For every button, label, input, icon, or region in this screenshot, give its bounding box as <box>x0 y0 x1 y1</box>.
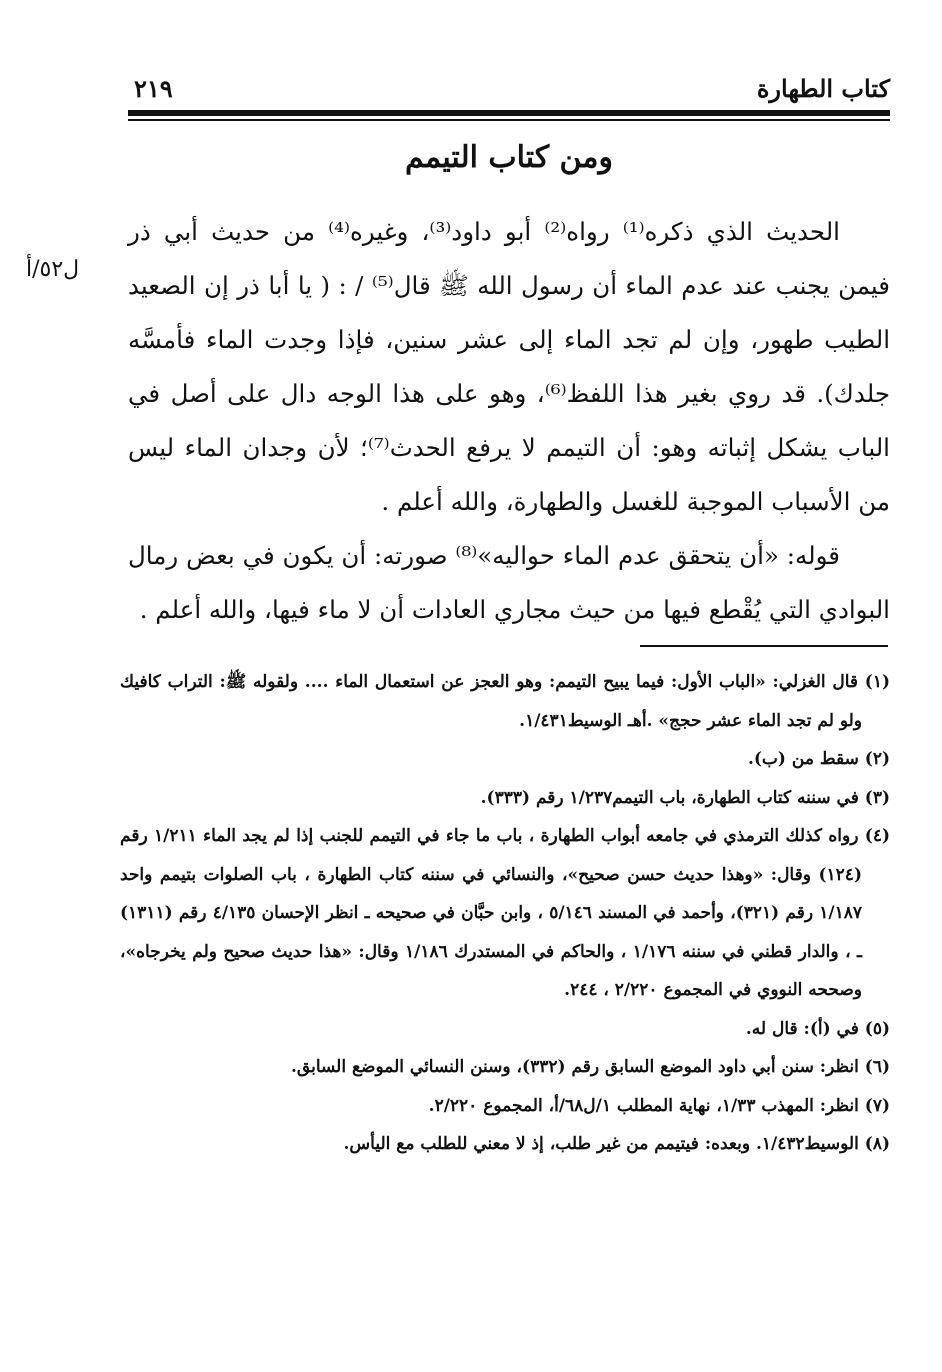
footnote-6: (٦) انظر: سنن أبي داود الموضع السابق رقم (٣٣٢)، وسنن النسائي الموضع السابق. <box>291 1057 890 1077</box>
footnotes <box>120 663 890 1164</box>
footnote-separator <box>640 645 888 647</box>
footnote-1: (١) قال الغزلي: «الباب الأول: فيما يبيح التيمم: وهو العجز عن استعمال الماء .... ولقوله ﷺ: التراب كافيك ولو لم تجد الماء عشر حجج» .أهـ الوسيط١/٤٣١. <box>120 672 890 731</box>
paragraph-hadith: الحديث الذي ذكره⁽¹⁾ رواه⁽²⁾ أبو داود⁽³⁾، وغيره⁽⁴⁾ من حديث أبي ذر فيمن يجنب عند عدم الماء أن رسول الله ﷺ قال⁽⁵⁾ / : ( يا أبا ذر إن الصعيد الطيب طهور، وإن لم تجد الماء إلى عشر سنين، فإذا وجدت الماء فأمسَّه جلدك). قد روي بغير هذا اللفظ⁽⁶⁾، وهو على هذا الوجه دال على أصل في الباب يشكل إثباته وهو: أن التيمم لا يرفع الحدث⁽⁷⁾؛ لأن وجدان الماء ليس من الأسباب الموجبة للغسل والطهارة، والله أعلم . <box>128 217 890 516</box>
footnote-2: (٢) سقط من (ب). <box>747 749 890 769</box>
header-rule-thick <box>128 110 890 116</box>
margin-folio-note: ل٥٢/أ <box>26 257 80 282</box>
section-title: ومن كتاب التيمم <box>405 140 613 175</box>
footnote-5: (٥) في (أ): قال له. <box>745 1018 890 1039</box>
footnote-7: (٧) انظر: المهذب ١/٣٣، نهاية المطلب ١/ل٦٨/أ، المجموع ٢/٢٢٠. <box>428 1095 890 1116</box>
paragraph-qawluhu: قوله: «أن يتحقق عدم الماء حواليه»⁽⁸⁾ صورته: أن يكون في بعض رمال البوادي التي يُقْطع فيها من حيث مجاري العادات أن لا ماء فيها، والله أعلم . <box>128 541 890 624</box>
main-text <box>128 205 890 637</box>
header-rule-thin <box>128 119 890 121</box>
footnote-8: (٨) الوسيط١/٤٣٢. وبعده: فيتيمم من غير طلب، إذ لا معني للطلب مع اليأس. <box>343 1134 890 1154</box>
footnote-3: (٣) في سننه كتاب الطهارة، باب التيمم١/٢٣٧ رقم (٣٣٣). <box>480 787 890 808</box>
footnote-4: (٤) رواه كذلك الترمذي في جامعه أبواب الطهارة ، باب ما جاء في التيمم للجنب إذا لم يجد الماء ١/٢١١ رقم (١٢٤) وقال: «وهذا حديث حسن صحيح»، والنسائي في سننه كتاب الطهارة ، باب الصلوات بتيمم واحد ١/١٨٧ رقم (٣٢١)، وأحمد في المسند ٥/١٤٦ ، وابن حبَّان في صحيحه ـ انظر الإحسان ٤/١٣٥ رقم (١٣١١) ـ ، والدار قطني في سننه ١/١٧٦ ، والحاكم في المستدرك ١/١٨٦ وقال: «هذا حديث صحيح ولم يخرجاه»، وصححه النووي في المجموع ٢/٢٢٠ ، ٢٤٤. <box>120 826 891 1000</box>
running-header <box>128 74 890 102</box>
page-number: ٢١٩ <box>134 74 173 103</box>
chapter-title: كتاب الطهارة <box>756 74 890 103</box>
